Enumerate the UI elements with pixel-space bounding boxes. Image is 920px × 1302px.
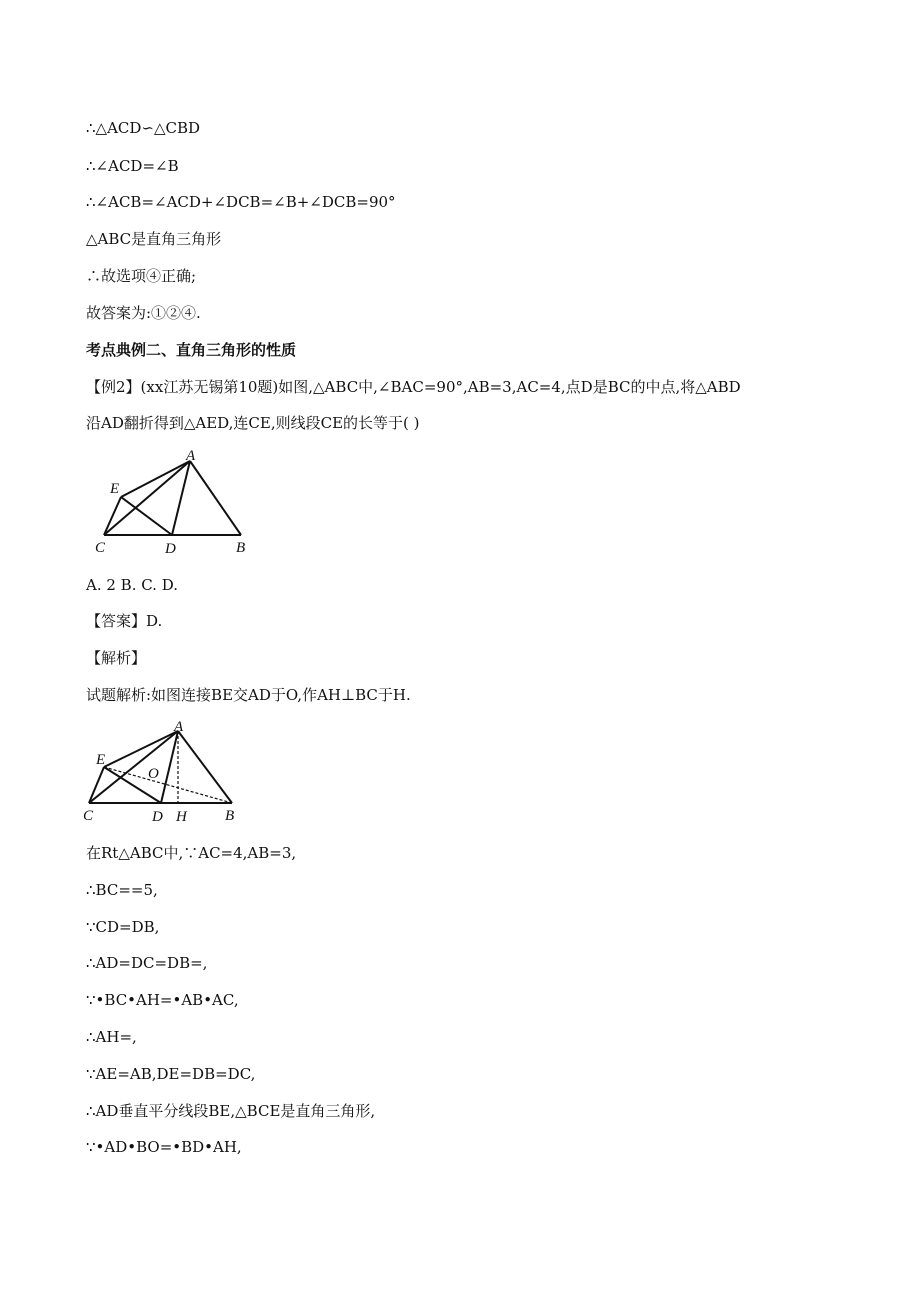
text-line: ∴AD=DC=DB=, [86,954,208,972]
answer-line: 【答案】D. [86,612,163,630]
label-H: H [176,809,187,825]
text-line: ∴△ACD∽△CBD [86,119,201,137]
text-line: ∴∠ACD=∠B [86,157,179,175]
label-O: O [148,766,159,782]
text-line: ∵AE=AB,DE=DB=DC, [86,1065,256,1083]
analysis-heading: 【解析】 [86,649,147,667]
label-A: A [174,719,184,735]
label-E: E [96,752,106,768]
text-line: ∴AH=, [86,1028,137,1046]
label-A: A [186,448,196,464]
text-line: ∵•AD•BO=•BD•AH, [86,1138,242,1156]
label-D: D [152,809,163,825]
text-line: ∴AD垂直平分线段BE,△BCE是直角三角形, [86,1102,376,1120]
label-C: C [95,540,106,556]
text-line: 沿AD翻折得到△AED,连CE,则线段CE的长等于( ) [86,414,420,432]
label-E: E [110,481,120,497]
text-line: ∴∠ACB=∠ACD+∠DCB=∠B+∠DCB=90° [86,193,396,211]
text-line: 试题解析:如图连接BE交AD于O,作AH⊥BC于H. [86,686,411,704]
text-line: 【例2】(xx江苏无锡第10题)如图,△ABC中,∠BAC=90°,AB=3,AC=4,点D是BC的中点,将△ABD [86,378,741,396]
answer-options: A. 2 B. C. D. [86,576,178,594]
text-line: ∵CD=DB, [86,918,160,936]
text-line: △ABC是直角三角形 [86,230,222,248]
text-line: 故答案为:①②④. [86,304,201,322]
text-line: ∵•BC•AH=•AB•AC, [86,991,239,1009]
label-D: D [165,541,176,557]
label-B: B [236,540,246,556]
label-B: B [225,808,235,824]
text-line: 在Rt△ABC中,∵AC=4,AB=3, [86,844,297,862]
label-C: C [83,808,94,824]
text-line: ∴BC==5, [86,881,158,899]
text-line: ∴故选项④正确; [86,267,197,285]
section-heading: 考点典例二、直角三角形的性质 [86,341,297,359]
